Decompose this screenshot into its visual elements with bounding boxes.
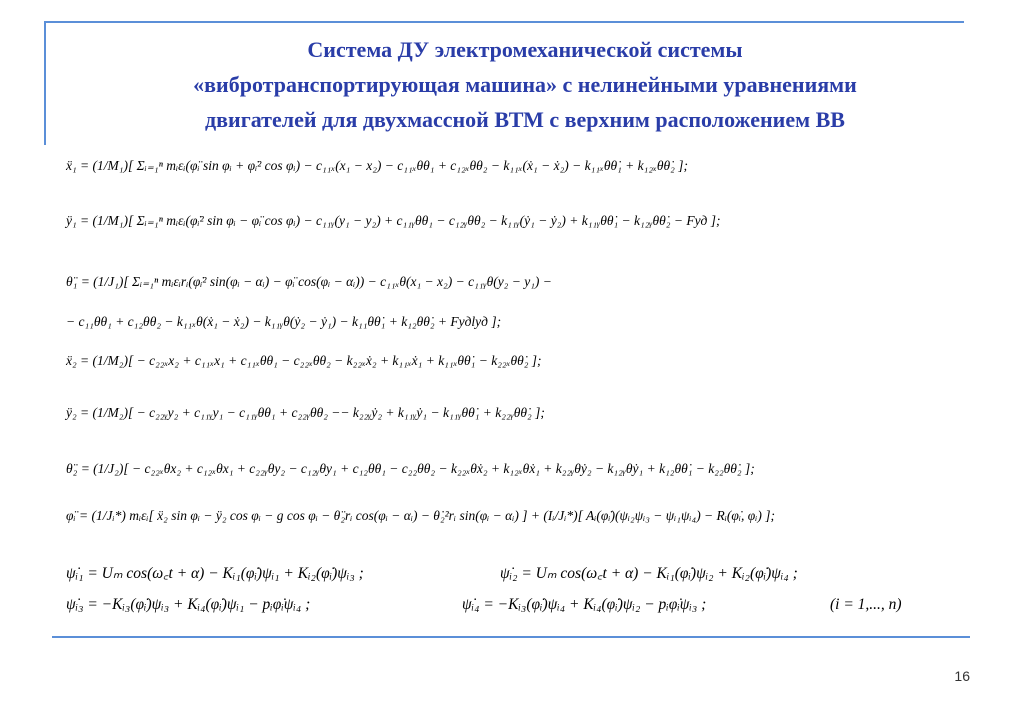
slide-title <box>60 32 990 137</box>
equation-psi3: ψ̇ᵢ₃ = −Kᵢ₃(φ̇ᵢ)ψᵢ₃ + Kᵢ₄(φ̇ᵢ)ψᵢ₁ − pᵢφ̇ᵢψᵢ₄ ; <box>66 596 311 613</box>
title-line-2: «вибротранспортирующая машина» с нелинейными уравнениями <box>193 72 857 97</box>
equation-psi2: ψ̇ᵢ₂ = Uₘ cos(ω꜀t + α) − Kᵢ₁(φ̇ᵢ)ψᵢ₂ + Kᵢ₂(φ̇ᵢ)ψᵢ₄ ; <box>500 565 798 582</box>
equation-psi4: ψ̇ᵢ₄ = −Kᵢ₃(φ̇ᵢ)ψᵢ₄ + Kᵢ₄(φ̇ᵢ)ψᵢ₂ − pᵢφ̇ᵢψᵢ₃ ; <box>462 596 707 613</box>
equation-phi: φ̈ᵢ = (1/Jᵢ*) mᵢεᵢ[ ẍ₂ sin φᵢ − ÿ₂ cos φᵢ − g cos φᵢ − θ̈₂rᵢ cos(φᵢ − αᵢ) − θ̇₂²rᵢ sin(φᵢ − αᵢ) ] + (Iᵢ/Jᵢ*)[ Aᵢ(φ̇ᵢ)(ψᵢ₂ψᵢ₃ − ψᵢ₁ψᵢ₄) − Rᵢ(φ̇ᵢ, φᵢ) ]; <box>66 508 776 523</box>
equation-theta2: θ̈₂ = (1/J₂)[ − c₂₂ₓθx₂ + c₁₂ₓθx₁ + c₂₂ᵧθy₂ − c₁₂ᵧθy₁ + c₁₂θθ₁ − c₂₂θθ₂ − k₂₂ₓθẋ₂ + k₁₂ₓθẋ₁ + k₂₂ᵧθẏ₂ − k₁₂ᵧθẏ₁ + k₁₂θθ̇₁ − k₂₂θθ̇₂ ]; <box>66 461 755 476</box>
equation-psi1: ψ̇ᵢ₁ = Uₘ cos(ω꜀t + α) − Kᵢ₁(φ̇ᵢ)ψᵢ₁ + Kᵢ₂(φ̇ᵢ)ψᵢ₃ ; <box>66 565 364 582</box>
index-range: (i = 1,..., n) <box>830 596 902 613</box>
equation-x2: ẍ₂ = (1/M₂)[ − c₂₂ₓx₂ + c₁₁ₓx₁ + c₁₁ₓθθ₁ − c₂₂ₓθθ₂ − k₂₂ₓẋ₂ + k₁₁ₓẋ₁ + k₁₁ₓθθ̇₁ − k₂₂ₓθθ̇₂ ]; <box>66 353 542 368</box>
equation-theta1-line2: − c₁₁θθ₁ + c₁₂θθ₂ − k₁₁ₓθ(ẋ₁ − ẋ₂) − k₁₁ᵧθ(ẏ₂ − ẏ₁) − k₁₁θθ̇₁ + k₁₂θθ̇₂ + Fудlуд ]; <box>66 314 502 329</box>
frame-left-line <box>44 21 46 145</box>
equation-y2: ÿ₂ = (1/M₂)[ − c₂₂ᵧy₂ + c₁₁ᵧy₁ − c₁₁ᵧθθ₁ + c₂₂ᵧθθ₂ −− k₂₂ᵧẏ₂ + k₁₁ᵧẏ₁ − k₁₁ᵧθθ̇₁ + k₂₂ᵧθθ̇₂ ]; <box>66 405 545 420</box>
equation-theta1-line1: θ̈₁ = (1/J₁)[ Σᵢ₌₁ⁿ mᵢεᵢrᵢ(φ̇ᵢ² sin(φᵢ − αᵢ) − φ̈ᵢ cos(φᵢ − αᵢ)) − c₁₁ₓθ(x₁ − x₂) − c₁₁ᵧθ(y₂ − y₁) − <box>66 274 552 289</box>
equation-y1: ÿ₁ = (1/M₁)[ Σᵢ₌₁ⁿ mᵢεᵢ(φ̇ᵢ² sin φᵢ − φ̈ᵢ cos φᵢ) − c₁₁ᵧ(y₁ − y₂) + c₁₁ᵧθθ₁ − c₁₂ᵧθθ₂ − k₁₁ᵧ(ẏ₁ − ẏ₂) + k₁₁ᵧθθ̇₁ − k₁₂ᵧθθ̇₂ − Fуд ]; <box>66 213 721 228</box>
page-number: 16 <box>954 668 970 684</box>
title-line-1: Система ДУ электромеханической системы <box>307 37 743 62</box>
frame-top-line <box>44 21 964 23</box>
title-line-3: двигателей для двухмассной ВТМ с верхним расположением ВВ <box>205 107 845 132</box>
equation-x1: ẍ₁ = (1/M₁)[ Σᵢ₌₁ⁿ mᵢεᵢ(φ̈ᵢ sin φᵢ + φ̇ᵢ² cos φᵢ) − c₁₁ₓ(x₁ − x₂) − c₁₁ₓθθ₁ + c₁₂ₓθθ₂ − k₁₁ₓ(ẋ₁ − ẋ₂) − k₁₁ₓθθ̇₁ + k₁₂ₓθθ̇₂ ]; <box>66 158 688 173</box>
frame-bottom-line <box>52 636 970 638</box>
